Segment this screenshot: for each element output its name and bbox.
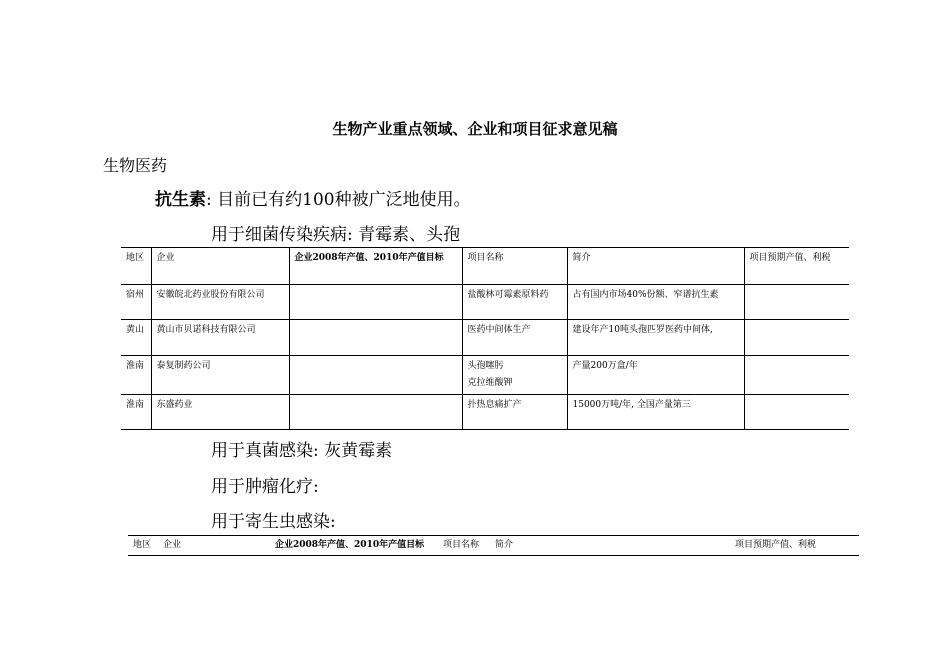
project-table-bacterial (121, 247, 849, 430)
cell-intro: 建设年产10吨头孢匹罗医药中间体, (567, 320, 744, 356)
cell-value (289, 285, 462, 320)
cell-expected (744, 356, 849, 395)
cell-expected (744, 320, 849, 356)
cell-expected (744, 285, 849, 320)
header-project-name: 项目名称 (438, 536, 490, 556)
antibiotics-label: 抗生素 (155, 190, 206, 210)
cell-project: 头孢噻肟 克拉维酸钾 (462, 356, 567, 395)
cell-intro: 占有国内市场40%份额、窄谱抗生素 (567, 285, 744, 320)
table-row (121, 356, 849, 395)
project-table-parasite (128, 535, 859, 556)
cell-intro: 15000万吨/年, 全国产量第三 (567, 395, 744, 430)
section-heading: 生物医药 (103, 156, 168, 175)
subheading-parasite: 用于寄生虫感染: (211, 512, 336, 532)
antibiotics-intro (155, 185, 471, 210)
cell-company: 黄山市贝诺科技有限公司 (151, 320, 289, 356)
cell-value (289, 356, 462, 395)
header-expected-value: 项目预期产值、利税 (730, 536, 859, 556)
table-header-row (121, 248, 849, 285)
table-row (121, 395, 849, 430)
cell-region: 淮南 (121, 395, 151, 430)
table-header-row (128, 536, 859, 556)
header-output-value: 企业2008年产值、2010年产值目标 (270, 536, 438, 556)
cell-project: 盐酸林可霉素原料药 (462, 285, 567, 320)
table-row (121, 285, 849, 320)
cell-value (289, 320, 462, 356)
subheading-fungal: 用于真菌感染: 灰黄霉素 (211, 441, 393, 461)
cell-company: 安徽皖北药业股份有限公司 (151, 285, 289, 320)
header-region: 地区 (121, 248, 151, 285)
subheading-bacterial: 用于细菌传染疾病: 青霉素、头孢 (211, 225, 461, 245)
cell-region: 淮南 (121, 356, 151, 395)
cell-company: 东盛药业 (151, 395, 289, 430)
cell-region: 宿州 (121, 285, 151, 320)
header-company: 企业 (158, 536, 270, 556)
cell-region: 黄山 (121, 320, 151, 356)
cell-value (289, 395, 462, 430)
subheading-tumor: 用于肿瘤化疗: (211, 477, 319, 497)
cell-project: 扑热息痛扩产 (462, 395, 567, 430)
antibiotics-text: : 目前已有约100种被广泛地使用。 (206, 190, 471, 210)
cell-intro: 产量200万盒/年 (567, 356, 744, 395)
header-description: 简介 (567, 248, 744, 285)
cell-company: 泰复制药公司 (151, 356, 289, 395)
table-row (121, 320, 849, 356)
cell-project: 医药中间体生产 (462, 320, 567, 356)
header-company: 企业 (151, 248, 289, 285)
header-output-value: 企业2008年产值、2010年产值目标 (289, 248, 462, 285)
cell-expected (744, 395, 849, 430)
document-title: 生物产业重点领域、企业和项目征求意见稿 (332, 120, 618, 138)
header-region: 地区 (128, 536, 158, 556)
header-project-name: 项目名称 (462, 248, 567, 285)
header-description: 简介 (490, 536, 730, 556)
header-expected-value: 项目预期产值、利税 (744, 248, 849, 285)
